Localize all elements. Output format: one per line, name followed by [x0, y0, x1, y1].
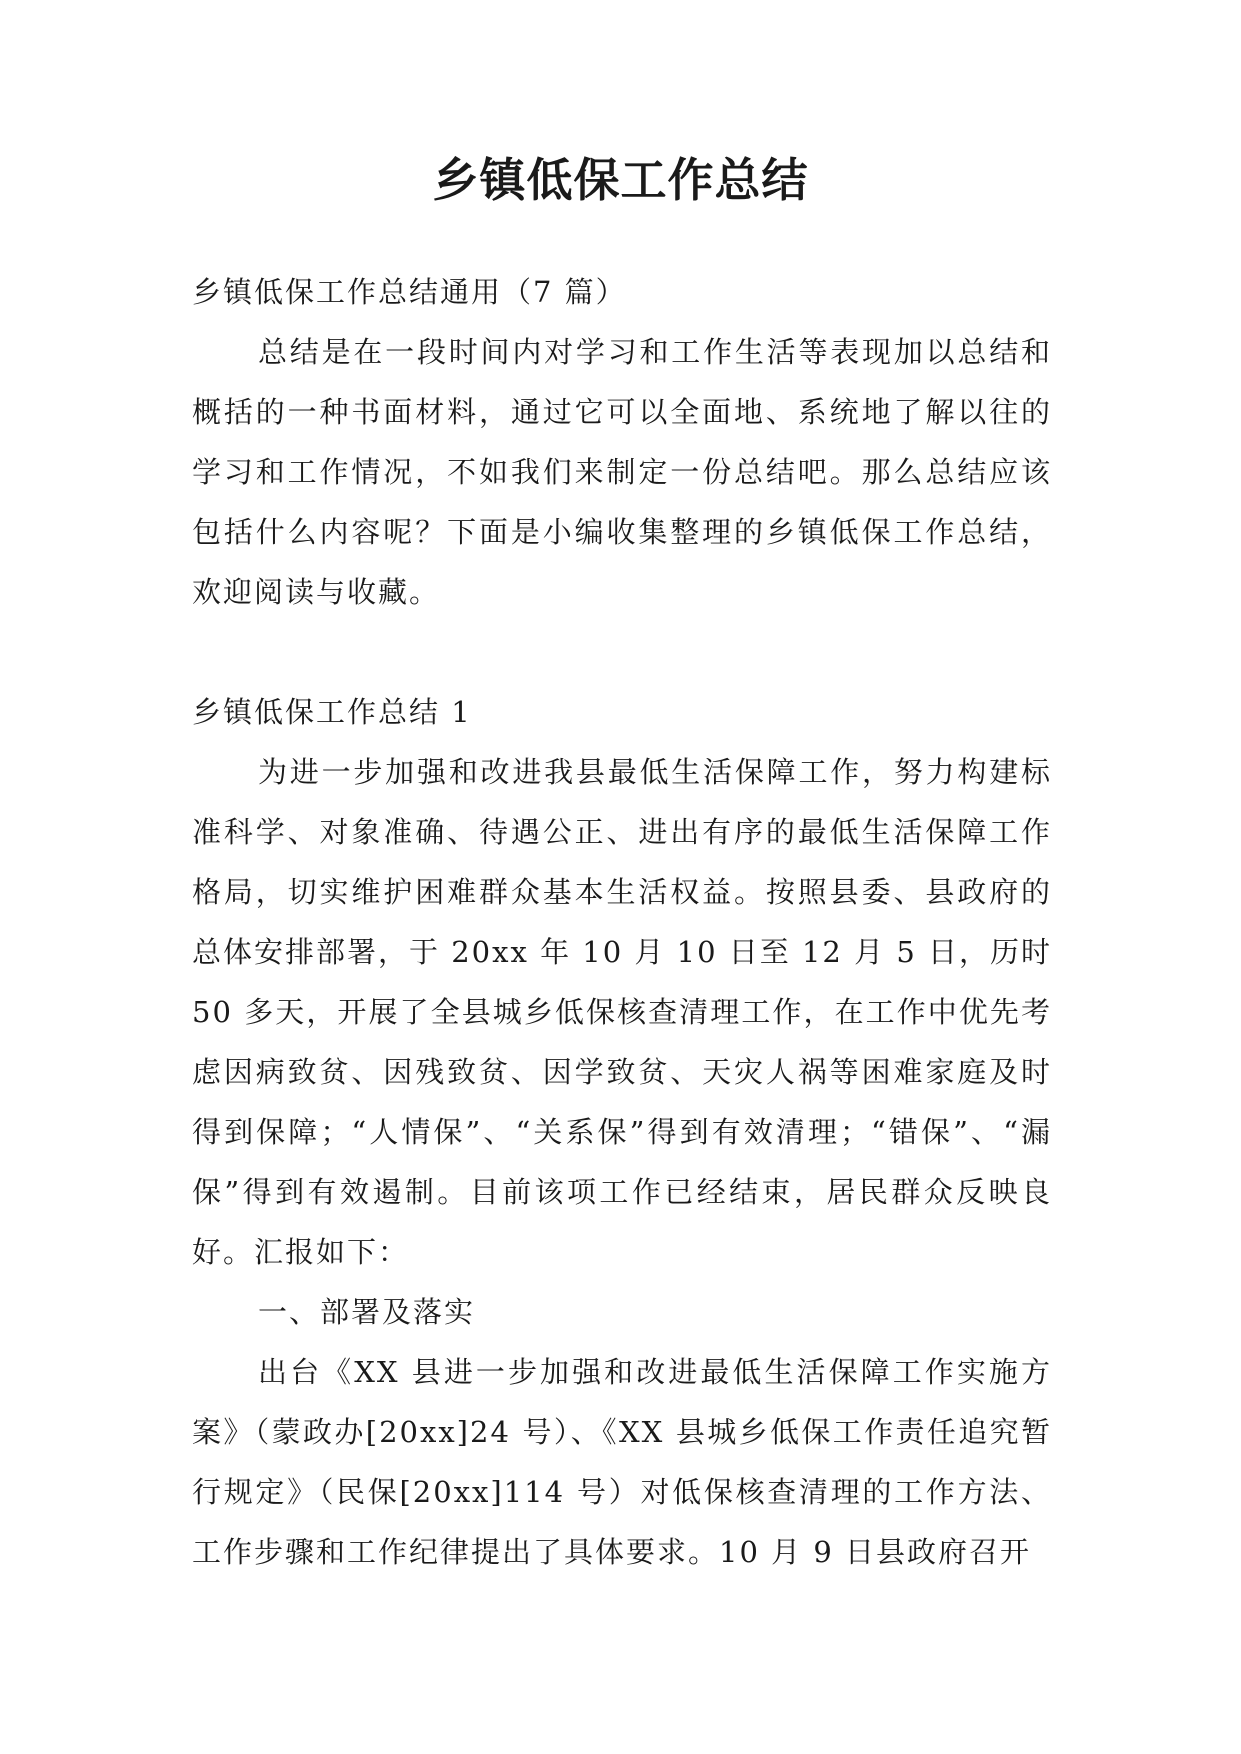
subheading: 一、部署及落实: [258, 1295, 476, 1329]
document-title: 乡镇低保工作总结: [432, 153, 809, 207]
document-subtitle: 乡镇低保工作总结通用（7 篇）: [192, 275, 627, 309]
document-body: [192, 262, 1052, 1582]
section-heading: 乡镇低保工作总结 1: [192, 695, 472, 729]
section-paragraph: 为进一步加强和改进我县最低生活保障工作，努力构建标准科学、对象准确、待遇公正、进出有序的最低生活保障工作格局，切实维护困难群众基本生活权益。按照县委、县政府的总体安排部署，于 20xx 年 10 月 10 日至 12 月 5 日，历时 50 多天，开展了全县城乡低保核查清理工作，在工作中优先考虑因病致贫、因残致贫、因学致贫、天灾人祸等困难家庭及时得到保障；“人情保”、“关系保”得到有效清理；“错保”、“漏保”得到有效遏制。目前该项工作已经结束，居民群众反映良好。汇报如下：: [192, 755, 1052, 1269]
section-paragraph-2: 出台《XX 县进一步加强和改进最低生活保障工作实施方案》（蒙政办[20xx]24 号）、《XX 县城乡低保工作责任追究暂行规定》（民保[20xx]114 号）对低保核查清理的工作方法、工作步骤和工作纪律提出了具体要求。10 月 9 日县政府召开: [192, 1355, 1052, 1569]
paragraph-gap: [192, 622, 1052, 682]
intro-paragraph: 总结是在一段时间内对学习和工作生活等表现加以总结和概括的一种书面材料，通过它可以全面地、系统地了解以往的学习和工作情况，不如我们来制定一份总结吧。那么总结应该包括什么内容呢？下面是小编收集整理的乡镇低保工作总结，欢迎阅读与收藏。: [192, 335, 1052, 609]
